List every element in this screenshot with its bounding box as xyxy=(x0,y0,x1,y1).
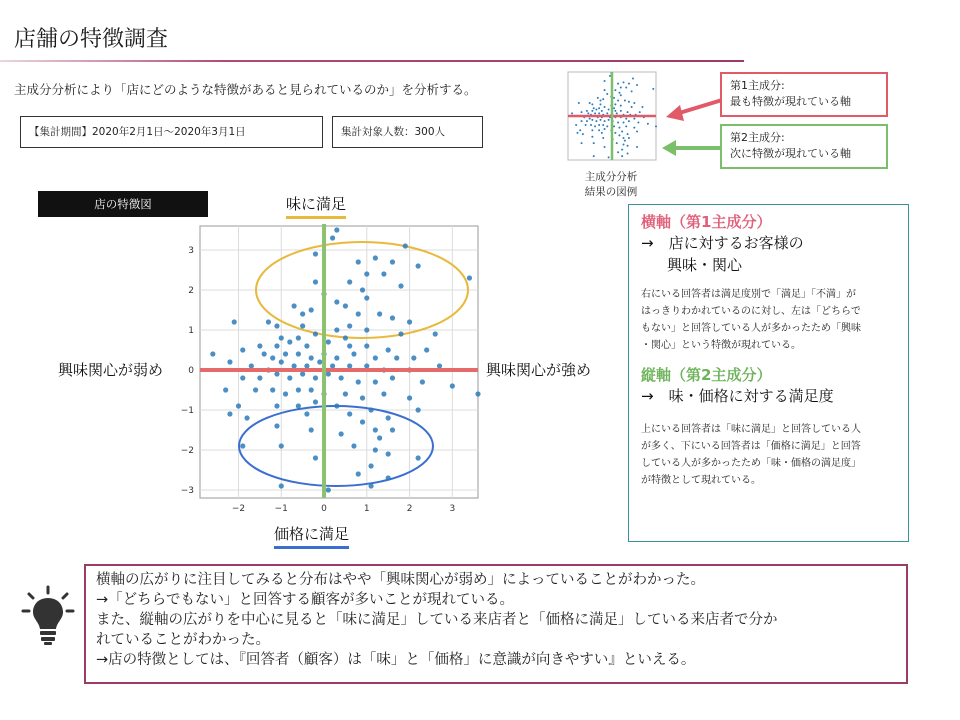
scatter-point xyxy=(347,363,352,368)
mini-point xyxy=(625,118,627,120)
scatter-point xyxy=(373,255,378,260)
scatter-point xyxy=(309,355,314,360)
mini-point xyxy=(628,120,630,122)
mini-point xyxy=(627,145,629,147)
scatter-point xyxy=(377,435,382,440)
mini-point xyxy=(636,84,638,86)
mini-point xyxy=(591,129,593,131)
mini-point xyxy=(587,112,589,114)
intro-text: 主成分分析により「店にどのような特徴があると見られているのか」を分析する。 xyxy=(14,82,477,97)
pc1-callout-line1: 第1主成分: xyxy=(730,79,785,92)
bottom-axis-word xyxy=(274,523,349,549)
example-mini-chart xyxy=(566,70,658,166)
scatter-point xyxy=(287,339,292,344)
scatter-point xyxy=(309,427,314,432)
scatter-point xyxy=(364,343,369,348)
mini-point xyxy=(589,118,591,120)
mini-point xyxy=(617,83,619,85)
scatter-point xyxy=(279,483,284,488)
scatter-point xyxy=(373,379,378,384)
callout-arrows xyxy=(660,90,724,160)
scatter-point xyxy=(351,351,356,356)
scatter-point xyxy=(407,395,412,400)
scatter-point xyxy=(236,403,241,408)
mini-point xyxy=(604,120,606,122)
example-caption-line1: 主成分分析 xyxy=(584,171,638,183)
mini-point xyxy=(598,124,600,126)
scatter-point xyxy=(373,427,378,432)
scatter-point xyxy=(326,371,331,376)
mini-point xyxy=(616,142,618,144)
mini-point xyxy=(593,107,595,109)
top-axis-word xyxy=(286,193,346,219)
mini-point xyxy=(618,134,620,136)
scatter-point xyxy=(279,335,284,340)
scatter-point xyxy=(240,375,245,380)
mini-point xyxy=(591,119,593,121)
scatter-point xyxy=(270,355,275,360)
scatter-point xyxy=(223,387,228,392)
scatter-point xyxy=(364,271,369,276)
pc1-text-4: ・関心」という特徴が現れている。 xyxy=(641,340,801,351)
scatter-point xyxy=(368,463,373,468)
mini-point xyxy=(618,92,620,94)
mini-point xyxy=(586,110,588,112)
mini-point xyxy=(633,118,635,120)
findings-line-5: →店の特徴としては、『回答者（顧客）は「味」と「価格」に意識が向きやすい』といえる。 xyxy=(96,652,696,668)
bottom-axis-label: 価格に満足 xyxy=(274,525,350,543)
scatter-point xyxy=(296,335,301,340)
mini-point xyxy=(627,133,629,135)
mini-point xyxy=(601,110,603,112)
mini-point xyxy=(608,156,610,158)
scatter-point xyxy=(390,259,395,264)
scatter-point xyxy=(373,447,378,452)
mini-point xyxy=(647,123,649,125)
top-axis-underline xyxy=(286,216,346,219)
mini-point xyxy=(623,137,625,139)
scatter-point xyxy=(274,423,279,428)
scatter-point xyxy=(227,359,232,364)
scatter-point xyxy=(283,351,288,356)
scatter-point xyxy=(334,403,339,408)
mini-point xyxy=(632,77,634,79)
scatter-point xyxy=(437,363,442,368)
scatter-point xyxy=(274,323,279,328)
period-box: 【集計期間】2020年2月1日〜2020年3月1日 xyxy=(20,116,323,148)
mini-point xyxy=(604,89,606,91)
scatter-point xyxy=(416,455,421,460)
scatter-point xyxy=(368,483,373,488)
left-axis-label: 興味関心が弱め xyxy=(58,361,164,379)
scatter-point xyxy=(309,387,314,392)
mini-point xyxy=(602,124,604,126)
scatter-point xyxy=(300,371,305,376)
mini-point xyxy=(599,99,601,101)
mini-point xyxy=(655,125,657,127)
x-tick-label: 2 xyxy=(406,504,413,514)
mini-point xyxy=(593,155,595,157)
scatter-point xyxy=(274,403,279,408)
scatter-point xyxy=(433,331,438,336)
page-title: 店舗の特徴調査 xyxy=(14,27,169,52)
mini-point xyxy=(591,136,593,138)
mini-point xyxy=(598,112,600,114)
mini-point xyxy=(613,107,615,109)
pc1-callout xyxy=(720,72,888,117)
mini-point xyxy=(599,119,601,121)
scatter-point xyxy=(386,415,391,420)
mini-point xyxy=(604,80,606,82)
pc2-callout-line1: 第2主成分: xyxy=(730,131,785,144)
scatter-point xyxy=(394,355,399,360)
mini-point xyxy=(582,133,584,135)
mini-point xyxy=(620,87,622,89)
mini-point xyxy=(602,98,604,100)
example-caption xyxy=(576,170,646,200)
scatter-point xyxy=(317,359,322,364)
mini-point xyxy=(628,83,630,85)
x-tick-label: −1 xyxy=(274,504,288,514)
scatter-point xyxy=(398,283,403,288)
scatter-point xyxy=(240,443,245,448)
scatter-point xyxy=(334,327,339,332)
mini-point xyxy=(586,120,588,122)
mini-point xyxy=(631,106,633,108)
scatter-point xyxy=(343,335,348,340)
mini-point xyxy=(617,121,619,123)
scatter-point xyxy=(390,375,395,380)
pc2-text-1: 上にいる回答者は「味に満足」と回答している人 xyxy=(641,424,861,435)
scatter-point xyxy=(347,343,352,348)
scatter-point xyxy=(296,403,301,408)
scatter-point xyxy=(313,455,318,460)
scatter-point xyxy=(450,383,455,388)
mini-point xyxy=(628,101,630,103)
scatter-point xyxy=(386,475,391,480)
scatter-point xyxy=(313,279,318,284)
scatter-point xyxy=(304,363,309,368)
scatter-point xyxy=(360,419,365,424)
mini-point xyxy=(628,137,630,139)
scatter-point xyxy=(420,379,425,384)
findings-box xyxy=(84,564,908,684)
scatter-point xyxy=(253,387,258,392)
scatter-point xyxy=(467,275,472,280)
mini-point xyxy=(621,155,623,157)
scatter-point xyxy=(232,319,237,324)
scatter-point xyxy=(313,331,318,336)
mini-point xyxy=(633,102,635,104)
scatter-point xyxy=(296,387,301,392)
mini-point xyxy=(571,112,573,114)
mini-point xyxy=(616,112,618,114)
pc1-arrow-line xyxy=(676,100,722,114)
scatter-point xyxy=(356,471,361,476)
mini-point xyxy=(604,128,606,130)
mini-point xyxy=(606,125,608,127)
mini-point xyxy=(636,146,638,148)
mini-point xyxy=(598,107,600,109)
mini-point xyxy=(601,132,603,134)
scatter-point xyxy=(347,279,352,284)
mini-point xyxy=(578,102,580,104)
mini-point xyxy=(602,137,604,139)
scatter-point xyxy=(416,407,421,412)
pc2-text-4: が特徴として現れている。 xyxy=(641,475,761,486)
scatter-point xyxy=(356,379,361,384)
scatter-point xyxy=(377,311,382,316)
mini-point xyxy=(620,110,622,112)
scatter-point xyxy=(300,311,305,316)
scatter-point xyxy=(274,343,279,348)
chart-label: 店の特徴図 xyxy=(38,191,208,217)
scatter-point xyxy=(326,339,331,344)
mini-point xyxy=(617,151,619,153)
x-tick-label: 1 xyxy=(363,504,370,514)
pc1-sub2: 興味・関心 xyxy=(667,256,743,274)
scatter-point xyxy=(339,431,344,436)
scatter-point xyxy=(381,391,386,396)
example-caption-line2: 結果の図例 xyxy=(584,186,638,198)
mini-point xyxy=(591,110,593,112)
mini-point xyxy=(606,112,608,114)
x-tick-label: 0 xyxy=(321,504,327,514)
mini-point xyxy=(623,81,625,83)
scatter-point xyxy=(390,315,395,320)
mini-point xyxy=(639,111,641,113)
y-tick-label: 1 xyxy=(188,326,194,336)
mini-point xyxy=(631,90,633,92)
mini-point xyxy=(604,146,606,148)
respondents-box: 集計対象人数：300人 xyxy=(332,116,483,148)
scatter-point xyxy=(356,311,361,316)
mini-point xyxy=(618,127,620,129)
scatter-point xyxy=(398,331,403,336)
scatter-point xyxy=(424,347,429,352)
mini-point xyxy=(624,99,626,101)
x-tick-label: 3 xyxy=(449,504,456,514)
scatter-point xyxy=(334,355,339,360)
scatter-point xyxy=(416,263,421,268)
pc2-callout-line2: 次に特徴が現れている軸 xyxy=(730,147,851,160)
scatter-point xyxy=(240,347,245,352)
scatter-point xyxy=(291,363,296,368)
mini-point xyxy=(608,119,610,121)
mini-point xyxy=(589,102,591,104)
findings-line-3: また、縦軸の広がりを中心に見ると「味に満足」している来店者と「価格に満足」している来店者で分か xyxy=(96,612,778,628)
scatter-point xyxy=(291,303,296,308)
scatter-chart xyxy=(178,224,488,520)
scatter-point xyxy=(279,359,284,364)
mini-point xyxy=(581,111,583,113)
scatter-point xyxy=(313,399,318,404)
mini-point xyxy=(608,109,610,111)
pc2-text-3: している人が多かったため「味・価格の満足度」 xyxy=(641,458,861,469)
right-axis-label: 興味関心が強め xyxy=(486,361,592,379)
scatter-point xyxy=(279,443,284,448)
findings-line-2: →「どちらでもない」と回答する顧客が多いことが現れている。 xyxy=(96,592,515,608)
x-tick-label: −2 xyxy=(231,504,246,514)
mini-point xyxy=(623,121,625,123)
mini-point xyxy=(621,131,623,133)
scatter-point xyxy=(244,415,249,420)
findings-line-4: れていることがわかった。 xyxy=(96,632,270,648)
mini-point xyxy=(652,88,654,90)
mini-point xyxy=(597,97,599,99)
scatter-point xyxy=(343,391,348,396)
scatter-point xyxy=(364,363,369,368)
mini-point xyxy=(609,75,611,77)
y-tick-label: −2 xyxy=(180,446,194,456)
explanation-panel xyxy=(628,204,909,542)
mini-point xyxy=(599,103,601,105)
scatter-point xyxy=(296,351,301,356)
mini-point xyxy=(595,109,597,111)
scatter-point xyxy=(304,343,309,348)
mini-point xyxy=(614,103,616,105)
scatter-point xyxy=(266,319,271,324)
y-tick-label: −3 xyxy=(180,486,194,496)
mini-point xyxy=(604,106,606,108)
y-tick-label: 2 xyxy=(188,286,194,296)
pc1-text-2: はっきりわかれているのに対し、左は「どちらで xyxy=(641,306,861,317)
y-tick-label: −1 xyxy=(180,406,194,416)
mini-point xyxy=(636,131,638,133)
mini-point xyxy=(637,121,639,123)
scatter-point xyxy=(339,375,344,380)
scatter-point xyxy=(347,323,352,328)
mini-point xyxy=(617,99,619,101)
scatter-point xyxy=(360,395,365,400)
mini-point xyxy=(614,132,616,134)
scatter-point xyxy=(411,355,416,360)
mini-point xyxy=(594,125,596,127)
scatter-point xyxy=(330,363,335,368)
pc1-text-1: 右にいる回答者は満足度別で「満足」「不満」が xyxy=(641,289,856,300)
mini-point xyxy=(613,97,615,99)
mini-point xyxy=(606,93,608,95)
scatter-point xyxy=(386,451,391,456)
scatter-point xyxy=(475,391,480,396)
mini-point xyxy=(598,129,600,131)
mini-point xyxy=(621,149,623,151)
scatter-point xyxy=(257,375,262,380)
mini-point xyxy=(579,129,581,131)
mini-point xyxy=(625,125,627,127)
mini-point xyxy=(581,120,583,122)
pc1-text-3: もない」と回答している人が多かったため「興味 xyxy=(641,323,861,334)
mini-point xyxy=(641,106,643,108)
pc2-callout xyxy=(720,124,888,169)
mini-point xyxy=(581,142,583,144)
scatter-point xyxy=(360,287,365,292)
pc1-arrow-head xyxy=(666,105,684,121)
scatter-point xyxy=(364,295,369,300)
mini-point xyxy=(624,140,626,142)
top-axis-label: 味に満足 xyxy=(286,195,347,213)
scatter-point xyxy=(347,411,352,416)
mini-point xyxy=(593,142,595,144)
pc1-heading: 横軸（第1主成分） xyxy=(641,213,772,231)
scatter-point xyxy=(287,375,292,380)
mini-point xyxy=(590,124,592,126)
scatter-point xyxy=(343,303,348,308)
scatter-point xyxy=(210,351,215,356)
scatter-point xyxy=(270,387,275,392)
y-tick-label: 3 xyxy=(188,246,194,256)
scatter-point xyxy=(257,343,262,348)
mini-point xyxy=(595,120,597,122)
mini-point xyxy=(620,94,622,96)
pc2-text-2: が多く、下にいる回答者は「価格に満足」と回答 xyxy=(641,441,861,452)
scatter-point xyxy=(334,299,339,304)
mini-point xyxy=(594,112,596,114)
scatter-point xyxy=(390,427,395,432)
scatter-point xyxy=(330,235,335,240)
scatter-point xyxy=(356,259,361,264)
pc1-sub1: → 店に対するお客様の xyxy=(641,234,804,252)
scatter-point xyxy=(313,251,318,256)
mini-point xyxy=(591,103,593,105)
mini-point xyxy=(627,153,629,155)
pc2-arrow-head xyxy=(662,140,676,156)
mini-point xyxy=(614,89,616,91)
mini-point xyxy=(614,110,616,112)
mini-point xyxy=(625,87,627,89)
scatter-point xyxy=(386,347,391,352)
scatter-point xyxy=(304,411,309,416)
mini-point xyxy=(585,124,587,126)
scatter-point xyxy=(300,323,305,328)
pc2-sub: → 味・価格に対する満足度 xyxy=(641,387,834,405)
mini-point xyxy=(613,125,615,127)
scatter-point xyxy=(364,327,369,332)
mini-point xyxy=(633,127,635,129)
scatter-point xyxy=(368,407,373,412)
bottom-axis-underline xyxy=(274,546,349,549)
pc2-heading: 縦軸（第2主成分） xyxy=(641,366,772,384)
scatter-point xyxy=(262,351,267,356)
scatter-point xyxy=(227,411,232,416)
scatter-point xyxy=(381,271,386,276)
scatter-point xyxy=(309,307,314,312)
scatter-point xyxy=(407,319,412,324)
title-divider xyxy=(0,60,744,62)
scatter-point xyxy=(326,487,331,492)
mini-point xyxy=(576,132,578,134)
mini-point xyxy=(620,105,622,107)
pc1-callout-line2: 最も特徴が現れている軸 xyxy=(730,95,851,108)
mini-point xyxy=(575,124,577,126)
scatter-point xyxy=(249,363,254,368)
findings-line-1: 横軸の広がりに注目してみると分布はやや「興味関心が弱め」によっていることがわかった。 xyxy=(96,572,705,588)
scatter-point xyxy=(403,243,408,248)
scatter-point xyxy=(373,355,378,360)
scatter-point xyxy=(274,371,279,376)
mini-point xyxy=(627,111,629,113)
mini-point xyxy=(623,143,625,145)
scatter-point xyxy=(283,391,288,396)
scatter-point xyxy=(351,443,356,448)
lightbulb-icon xyxy=(20,584,76,646)
scatter-point xyxy=(334,227,339,232)
scatter-point xyxy=(313,375,318,380)
y-tick-label: 0 xyxy=(188,366,194,376)
